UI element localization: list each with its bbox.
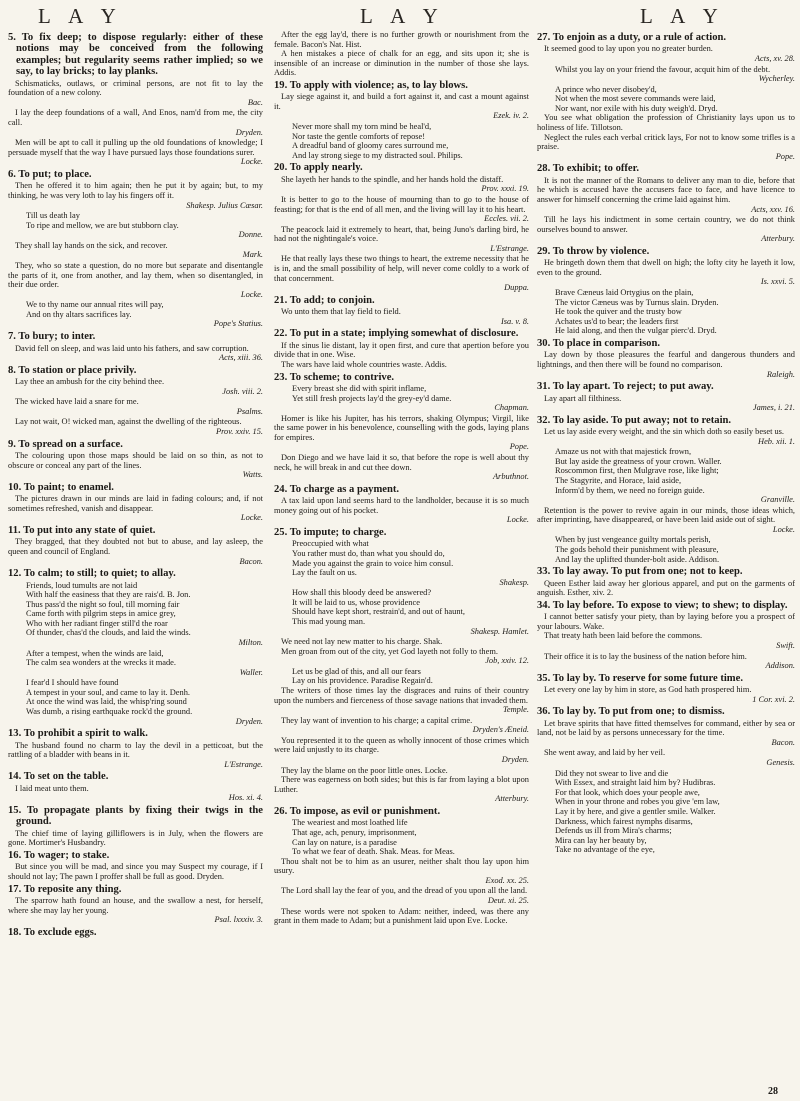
sense-heading: 19. To apply with violence; as, to lay blows. [274,79,468,91]
citation: Locke. [772,524,795,534]
citation: James, i. 21. [752,403,795,413]
verse-line: The Stagyrite, and Horace, laid aside, [555,476,682,486]
sense-heading: 12. To calm; to still; to quiet; to allay. [8,568,176,580]
running-header [0,4,800,30]
citation: L'Estrange. [490,243,529,253]
citation: Swift. [776,640,795,650]
verse-line: We to thy name our annual rites will pay, [26,300,164,310]
quotation: She went away, and laid by her veil. [544,748,666,758]
citation: Shakesp. Hamlet. [470,626,529,636]
verse-line: With Essex, and straight laid him by? Hudibras. [555,778,716,788]
citation: Bac. [247,97,263,107]
quotation: Retention is the power to revive again in our minds, those ideas which, after imprinting, have disappeared, or have been laid aside out of sight. [537,505,795,525]
sense-heading: 30. To place in comparison. [537,337,661,349]
verse-line: He laid along, and then the vulgar pierc'd. Dryd. [555,326,717,336]
quotation: She layeth her hands to the spindle, and her hands hold the distaff. [281,174,504,184]
sense-heading: 29. To throw by violence. [537,245,650,257]
sense-heading: 31. To lay apart. To reject; to put away. [537,381,714,393]
quotation: The sparrow hath found an house, and the swallow a nest, for herself, where she may lay her young. [8,896,263,915]
verse-line: How shall this bloody deed be answered? [292,588,432,598]
verse-line: You rather must do, than what you should do, [292,548,445,558]
verse-line: Can lay on nature, is a paradise [292,837,397,847]
citation: Pope. [509,442,529,452]
verse-line: Yet still fresh projects lay'd the grey-ey'd dame. [292,393,452,403]
verse-line: At once the wind was laid, the whisp'ring sound [26,697,187,707]
citation: Milton. [238,637,263,647]
header-right: L A Y [640,4,725,28]
sense-heading: 15. To propagate plants by fixing their twigs in the ground. [8,804,263,828]
sense-heading: 5. To fix deep; to dispose regularly: either of these notions may be conceived from the following examples; but regularity seems rather implied; so we say, to lay bricks; to lay planks. [8,32,263,78]
verse-line: Made you against the grain to voice him consul. [292,558,454,568]
citation: Exod. xx. 25. [485,875,529,885]
verse-line: When by just vengeance guilty mortals perish, [555,535,711,545]
citation: Raleigh. [766,369,795,379]
citation: Granville. [760,495,795,505]
quotation: The wicked have laid a snare for me. [15,397,139,407]
citation: Dryden. [501,755,529,765]
verse-line: Who with her radiant finger still'd the roar [26,618,168,628]
quotation: The husband found no charm to lay the devil in a petticoat, but the rattling of a bladder with beans in it. [8,740,263,760]
sense-heading: 33. To lay away. To put from one; not to keep. [537,566,743,578]
quotation: But since you will be mad, and since you may Suspect my courage, if I should not lay; The pawn I proffer shall be full as good. Dryden. [8,862,263,881]
verse-line: Every breast she did with spirit inflame, [292,383,427,393]
quotation: Let brave spirits that have fitted themselves for command, either by sea or land, not be laid by as persons unnecessary for the time. [537,718,795,738]
quotation: They shall lay hands on the sick, and recover. [15,240,168,250]
citation: Acts, xv. 28. [754,54,795,64]
verse-line: Thus pass'd the night so foul, till morning fair [26,599,180,609]
verse-line: Of thunder, chas'd the clouds, and laid the winds. [26,628,191,638]
quotation: He bringeth down them that dwell on high; the lofty city he layeth it low, even to the ground. [537,258,795,277]
verse-line: Not when the most severe commands were laid, [555,94,716,104]
citation: Ezek. iv. 2. [493,111,529,121]
sense-heading: 8. To station or place privily. [8,364,137,376]
citation: Bacon. [771,737,795,747]
verse-line: And lay strong siege to my distracted soul. Philips. [292,150,463,160]
verse-line: Roscommon first, then Mulgrave rose, like light; [555,466,719,476]
citation: L'Estrange. [224,759,263,769]
citation: Waller. [239,667,263,677]
citation: Acts, xxv. 16. [751,204,795,214]
verse-line: A prince who never disobey'd, [555,84,657,94]
verse-line: Defends us ill from Mira's charms; [555,826,672,836]
quotation: The chief time of laying gilliflowers is in July, when the flowers are gone. Mortimer's Husbandry. [8,828,263,848]
quotation: Men will be apt to call it pulling up the old foundations of knowledge; I persuade myself that the way I have pursued lays those foundations surer. [8,138,263,157]
citation: Atterbury. [495,794,529,804]
column-left [8,30,263,1080]
citation: Genesis. [766,758,795,768]
citation: Addison. [765,661,795,671]
citation: Locke. [506,515,529,525]
verse-line: Lay on his providence. Paradise Regain'd. [292,676,433,686]
sense-heading: 14. To set on the table. [8,771,109,783]
sense-heading: 26. To impose, as evil or punishment. [274,805,441,817]
citation: 1 Cor. xvi. 2. [752,694,795,704]
verse-line: Lay it by here, and give a gentler smile. Walker. [555,806,716,816]
verse-line: A dreadful band of gloomy cares surround me, [292,141,449,151]
quotation: These words were not spoken to Adam: neither, indeed, was there any grant in them made to Adam; but a punishment laid upon Eve. Locke. [274,906,529,926]
quotation: Lay thee an ambush for the city behind thee. [15,377,165,387]
verse-line: He took the quiver and the trusty bow [555,307,682,317]
verse-line: Whilst you lay on your friend the favour, acquit him of the debt. [555,64,771,74]
quotation: They lay want of invention to his charge; a capital crime. [281,715,473,725]
sense-heading: 32. To lay aside. To put away; not to retain. [537,414,732,426]
sense-heading: 9. To spread on a surface. [8,438,123,450]
sense-heading: 16. To wager; to stake. [8,849,110,861]
citation: Donne. [238,230,263,240]
quotation: Neglect the rules each verbal critick lays, For not to know some trifles is a praise. [537,132,795,152]
quotation: Lay apart all filthiness. [544,393,622,403]
sense-heading: 20. To apply nearly. [274,162,363,174]
citation: Temple. [503,705,529,715]
verse-line: Was dumb, a rising earthquake rock'd the ground. [26,707,193,717]
verse-line: Mira can lay her beauty by, [555,835,647,845]
verse-line: And lay the uplifted thunder-bolt aside. Addison. [555,554,720,564]
citation: Chapman. [494,403,529,413]
quotation: Thou shalt not be to him as an usurer, neither shalt thou lay upon him usury. [274,856,529,876]
quotation: That treaty hath been laid before the commons. [544,631,703,641]
verse-line: A tempest in your soul, and came to lay it. Denh. [26,687,190,697]
quotation: Their office it is to lay the business of the nation before him. [544,651,747,661]
quotation: They bragged, that they doubted not but to abuse, and lay asleep, the queen and council of England. [8,537,263,556]
quotation: We need not lay new matter to his charge. Shak. [281,637,443,647]
verse-line: The weariest and most loathed life [292,818,408,828]
citation: Atterbury. [761,234,795,244]
citation: Arbuthnot. [492,472,529,482]
verse-line: After a tempest, when the winds are laid, [26,648,164,658]
sense-heading: 25. To impute; to charge. [274,526,387,538]
verse-line: Brave Cæneus laid Ortygius on the plain, [555,288,694,298]
quotation: Homer is like his Jupiter, has his terrors, shaking Olympus; Virgil, like the same power in his benevolence, counselling with the gods, laying plans for empires. [274,413,529,442]
quotation: Wo unto them that lay field to field. [281,307,401,317]
quotation: I cannot better satisfy your piety, than by laying before you a prospect of your labours. Wake. [537,612,795,631]
quotation: You represented it to the queen as wholly innocent of those crimes which were laid unjustly to its charge. [274,735,529,755]
verse-line: And on thy altars sacrifices lay. [26,309,132,319]
verse-line: I fear'd I should have found [26,678,119,688]
verse-line: With half the easiness that they are rais'd. B. Jon. [26,590,191,600]
citation: Psalms. [236,406,263,416]
quotation: A tax laid upon land seems hard to the landholder, because it is so much money going out of his pocket. [274,496,529,515]
page-number: 28 [768,1086,778,1097]
citation: Prov. xxiv. 15. [215,426,263,436]
sense-heading: 7. To bury; to inter. [8,331,96,343]
verse-line: Take no advantage of the eye, [555,845,655,855]
citation: Josh. viii. 2. [222,386,263,396]
quotation: They, who so state a question, do no more but separate and disentangle the parts of it, one from another, and lay them, when so disentangled, in their due order. [8,261,263,290]
quotation: Queen Esther laid away her glorious apparel, and put on the garments of anguish. Esther, xiv. 2. [537,578,795,598]
sense-heading: 28. To exhibit; to offer. [537,163,640,175]
verse-line: Achates us'd to bear; the leaders first [555,316,679,326]
citation: Locke. [240,289,263,299]
verse-line: To what we fear of death. Shak. Meas. for Meas. [292,847,455,857]
verse-line: Preoccupied with what [292,539,369,549]
sense-heading: 17. To reposite any thing. [8,883,122,895]
verse-line: The victor Cæneus was by Turnus slain. Dryden. [555,297,719,307]
verse-line: Nor want, nor exile with his duty weigh'd. Dryd. [555,103,718,113]
verse-line: Did they not swear to live and die [555,768,669,778]
quotation: Lay down by those pleasures the fearful and dangerous thunders and lightnings, and then there will be found no comparison. [537,350,795,369]
quotation: Then he offered it to him again; then he put it by again; but, to my thinking, he was very loth to lay his fingers off it. [8,181,263,200]
quotation: The pictures drawn in our minds are laid in fading colours; and, if not sometimes refreshed, vanish and disappear. [8,494,263,513]
verse-line: That age, ach, penury, imprisonment, [292,827,417,837]
quotation: There was eagerness on both sides; but this is far from laying a blot upon Luther. [274,775,529,794]
verse-line: Lay the fault on us. [292,568,357,578]
sense-heading: 11. To put into any state of quiet. [8,524,156,536]
citation: Locke. [240,157,263,167]
quotation: I laid meat unto them. [15,783,89,793]
quotation: He that really lays these two things to heart, the extreme necessity that he is in, and the small possibility of help, will never come coldly to a work of that concernment. [274,254,529,283]
verse-line: Amaze us not with that majestick frown, [555,447,692,457]
quotation: The wars have laid whole countries waste. Addis. [281,359,447,369]
verse-line: Let us be glad of this, and all our fears [292,666,421,676]
quotation: It seemed good to lay upon you no greater burden. [544,44,713,54]
quotation: Men groan from out of the city, yet God layeth not folly to them. [281,646,498,656]
sense-heading: 24. To charge as a payment. [274,483,400,495]
citation: Job, xxiv. 12. [485,656,529,666]
verse-line: Nor taste the gentle comforts of repose! [292,131,426,141]
citation: Wycherley. [758,74,795,84]
citation: Deut. xi. 25. [487,896,529,906]
quotation: You see what obligation the profession of Christianity lays upon us to holiness of life. Tillotson. [537,113,795,133]
verse-line: It will be laid to us, whose providence [292,597,420,607]
citation: Shakesp. [499,577,529,587]
quotation: I lay the deep foundations of a wall, And Enos, nam'd from me, the city call. [8,108,263,128]
verse-line: When in your throne and robes you give 'em law, [555,797,720,807]
verse-line: Inform'd by them, we need no foreign guide. [555,485,705,495]
citation: Dryden. [235,716,263,726]
column-center [274,30,529,1080]
quotation: Let every one lay by him in store, as God hath prospered him. [544,685,752,695]
header-center: L A Y [360,4,445,28]
quotation: Let us lay aside every weight, and the sin which doth so easily beset us. [544,427,785,437]
verse-line: But lay aside the greatness of your crown. Waller. [555,456,722,466]
citation: Mark. [242,250,263,260]
verse-line: Never more shall my torn mind be heal'd, [292,122,432,132]
quotation: Till he lays his indictment in some certain country, we do not think ourselves bound to answer. [537,215,795,234]
quotation: It is not the manner of the Romans to deliver any man to die, before that he which is accused have the accusers face to face, and have licence to answer for himself concerning the crime laid against him. [537,175,795,204]
verse-line: The gods behold their punishment with pleasure, [555,545,719,555]
quotation: They lay the blame on the poor little ones. Locke. [281,765,448,775]
quotation: After the egg lay'd, there is no further growth or nourishment from the female. Bacon's Nat. Hist. [274,30,529,49]
verse-line: The calm sea wonders at the wrecks it made. [26,658,176,668]
verse-line: Friends, loud tumults are not laid [26,580,138,590]
quotation: The writers of those times lay the disgraces and ruins of their country upon the numbers and fierceness of those savage nations that invaded them. [274,686,529,705]
quotation: It is better to go to the house of mourning than to go to the house of feasting; for that is the end of all men, and the living will lay it to his heart. [274,194,529,214]
quotation: Lay siege against it, and build a fort against it, and cast a mount against it. [274,92,529,111]
header-left: L A Y [38,4,123,28]
citation: Dryden's Æneid. [472,725,529,735]
quotation: Don Diego and we have laid it so, that before the rope is well about thy neck, he will break in and cut thee down. [274,453,529,472]
sense-heading: 35. To lay by. To reserve for some future time. [537,672,743,684]
citation: Locke. [240,513,263,523]
citation: Duppa. [504,283,529,293]
citation: Bacon. [239,556,263,566]
citation: Dryden. [235,127,263,137]
sense-heading: 21. To add; to conjoin. [274,294,375,306]
sense-heading: 36. To lay by. To put from one; to dismiss. [537,706,725,718]
citation: Prov. xxxi. 19. [481,184,529,194]
citation: Watts. [242,470,263,480]
quotation: The colouring upon those maps should be laid on so thin, as not to obscure or conceal any part of the lines. [8,451,263,470]
quotation: David fell on sleep, and was laid unto his fathers, and saw corruption. [15,343,249,353]
verse-line: This mad young man. [292,616,366,626]
citation: Hos. xi. 4. [228,793,263,803]
sense-heading: 13. To prohibit a spirit to walk. [8,728,148,740]
citation: Eccles. vii. 2. [484,214,529,224]
citation: Psal. lxxxiv. 3. [214,915,263,925]
sense-heading: 6. To put; to place. [8,168,92,180]
verse-line: To ripe and mellow, we are but stubborn clay. [26,220,179,230]
sense-heading: 22. To put in a state; implying somewhat of disclosure. [274,328,519,340]
citation: Shakesp. Julius Cæsar. [186,200,263,210]
citation: Pope's Statius. [213,319,263,329]
quotation: The peacock laid it extremely to heart, that, being Juno's darling bird, he had not the nightingale's voice. [274,224,529,244]
verse-line: Darkness, which fairest nymphs disarms, [555,816,693,826]
sense-heading: 34. To lay before. To expose to view; to shew; to display. [537,599,788,611]
sense-heading: 27. To enjoin as a duty, or a rule of action. [537,32,727,43]
quotation: The Lord shall lay the fear of you, and the dread of you upon all the land. [281,886,528,896]
sense-heading: 23. To scheme; to contrive. [274,371,395,383]
citation: Is. xxvi. 5. [760,277,795,287]
citation: Pope. [775,151,795,161]
column-right [537,30,795,1080]
citation: Acts, xiii. 36. [219,353,263,363]
citation: Heb. xii. 1. [758,436,795,446]
quotation: If the sinus lie distant, lay it open first, and cure that apertion before you divide that in one. Wise. [274,340,529,360]
verse-line: For that look, which does your people awe, [555,787,700,797]
verse-line: Should have kept short, restrain'd, and out of haunt, [292,607,465,617]
verse-line: Came forth with pilgrim steps in amice grey, [26,609,176,619]
quotation: Schismaticks, outlaws, or criminal persons, are not fit to lay the foundation of a new colony. [8,78,263,98]
quotation: A hen mistakes a piece of chalk for an egg, and sits upon it; she is insensible of an increase or diminution in the number of those she lays. Addis. [274,49,529,78]
sense-heading: 10. To paint; to enamel. [8,481,114,493]
verse-line: Till us death lay [26,211,80,221]
quotation: Lay not wait, O! wicked man, against the dwelling of the righteous. [15,417,242,427]
sense-heading: 18. To exclude eggs. [8,926,97,938]
citation: Isa. v. 8. [501,316,529,326]
